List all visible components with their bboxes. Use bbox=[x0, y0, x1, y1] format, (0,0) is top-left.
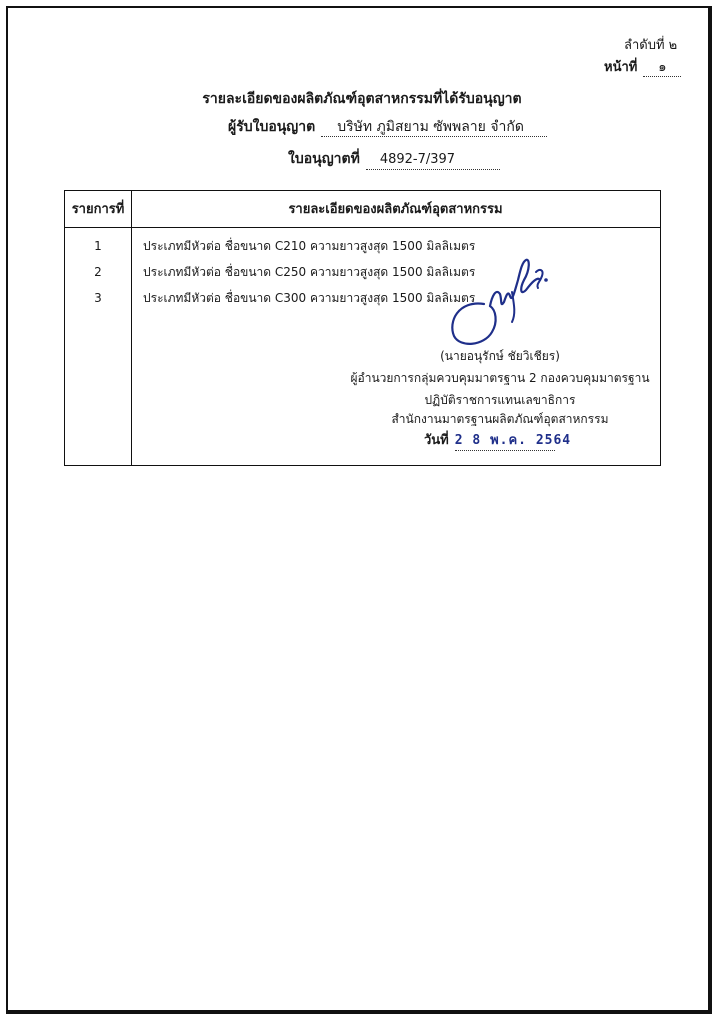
license-holder-row bbox=[228, 118, 547, 137]
handwritten-signature bbox=[440, 250, 560, 350]
date-row bbox=[424, 432, 572, 451]
table-row-1-desc: ประเภทมีหัวต่อ ชื่อขนาด C210 ความยาวสูงสุด 1500 มิลลิเมตร bbox=[143, 239, 476, 253]
license-holder-value: บริษัท ภูมิสยาม ซัพพลาย จำกัด bbox=[321, 118, 547, 137]
page-number-row bbox=[604, 60, 681, 77]
date-label: วันที่ bbox=[424, 433, 449, 448]
page-number-label: หน้าที่ bbox=[604, 60, 638, 75]
signatory-office: สำนักงานมาตรฐานผลิตภัณฑ์อุตสาหกรรม bbox=[391, 412, 609, 426]
table-row-1-no: 1 bbox=[94, 239, 102, 253]
table-row-3-no: 3 bbox=[94, 291, 102, 305]
license-number-row bbox=[288, 150, 500, 170]
license-holder-label: ผู้รับใบอนุญาต bbox=[228, 119, 316, 135]
sequence-number: ลำดับที่ ๒ bbox=[624, 38, 678, 53]
table-row-2-desc: ประเภทมีหัวต่อ ชื่อขนาด C250 ความยาวสูงสุด 1500 มิลลิเมตร bbox=[143, 265, 476, 279]
table-row-2-no: 2 bbox=[94, 265, 102, 279]
signatory-position: ผู้อำนวยการกลุ่มควบคุมมาตรฐาน 2 กองควบคุมมาตรฐาน bbox=[350, 371, 650, 385]
license-number-value: 4892-7/397 bbox=[366, 151, 500, 170]
signatory-acting: ปฏิบัติราชการแทนเลขาธิการ bbox=[424, 393, 576, 407]
table-column-divider bbox=[131, 191, 132, 465]
date-value: 2 8 พ.ค. 2564 bbox=[455, 432, 555, 451]
table-header-item-no: รายการที่ bbox=[71, 202, 125, 217]
table-header-detail: รายละเอียดของผลิตภัณฑ์อุตสาหกรรม bbox=[288, 202, 503, 217]
table-header-row bbox=[65, 191, 660, 228]
table-row-3-desc: ประเภทมีหัวต่อ ชื่อขนาด C300 ความยาวสูงสุด 1500 มิลลิเมตร bbox=[143, 291, 476, 305]
signatory-name: (นายอนุรักษ์ ชัยวิเชียร) bbox=[440, 349, 560, 363]
license-number-label: ใบอนุญาตที่ bbox=[288, 151, 360, 167]
document-title: รายละเอียดของผลิตภัณฑ์อุตสาหกรรมที่ได้รับอนุญาต bbox=[202, 91, 522, 107]
page-number-value: ๑ bbox=[643, 60, 681, 77]
